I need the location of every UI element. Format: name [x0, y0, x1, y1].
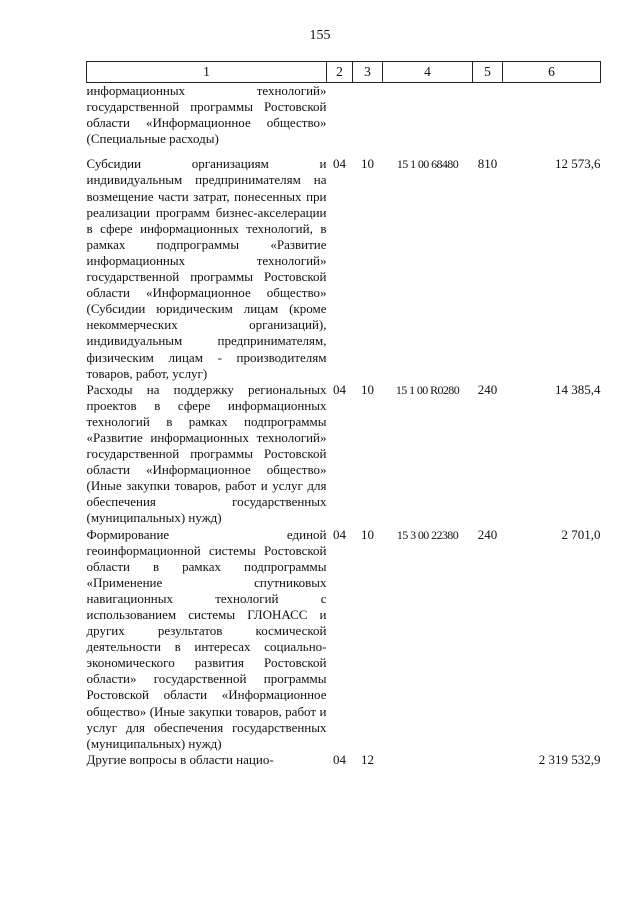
row-csr: 15 1 00 68480	[396, 157, 459, 172]
row-csr	[383, 83, 473, 157]
row-rz: 04	[333, 156, 346, 172]
row-rz	[327, 83, 353, 157]
table-row	[87, 83, 601, 157]
table-row	[87, 156, 601, 381]
row-name: Субсидии организациям и индивидуальным предпринимателям на возмещение части затрат, понесенных при реализации программ бизнес-акселерации в сфере информационных технологий, в рамках подпрограммы «Развитие информационных технологий» государственной программы Ростовской области «Информационное общество» (Субсидии юридическим лицам (кроме некоммерческих организаций), индивидуальным предпринимателям, физическим лицам - производителям товаров, работ, услуг)	[86, 156, 327, 381]
budget-table	[86, 61, 601, 768]
row-csr: 15 1 00 R0280	[395, 382, 460, 397]
row-sum: 12 573,6	[555, 156, 601, 172]
page-number: 155	[309, 28, 331, 43]
row-csr: 15 3 00 22380	[396, 527, 459, 542]
row-name: Расходы на поддержку региональных проектов в сфере информационных технологий в рамках подпрограммы «Развитие информационных технологий» государственной программы Ростовской области «Информационное общество» (Иные закупки товаров, работ и услуг для обеспечения государственных (муниципальных) нужд)	[86, 381, 327, 526]
row-name: Другие вопросы в области нацио-	[86, 751, 274, 767]
row-pr: 12	[361, 751, 374, 767]
row-name: Формирование единой геоинформационной системы Ростовской области в рамках подпрограммы «Применение спутниковых навигационных технологий с использованием системы ГЛОНАСС и других результатов космической деятельности в интересах социально-экономического развития Ростовской области» государственной программы Ростовской области «Информационное общество» (Иные закупки товаров, работ и услуг для обеспечения государственных (муниципальных) нужд)	[86, 526, 327, 751]
header-col-3: 3	[353, 62, 383, 83]
header-col-4: 4	[383, 62, 473, 83]
row-vr: 240	[477, 381, 498, 397]
row-pr	[353, 83, 383, 157]
row-vr	[473, 83, 503, 157]
header-col-5: 5	[473, 62, 503, 83]
row-sum: 2 319 532,9	[538, 751, 601, 767]
table-row	[87, 382, 601, 527]
row-rz: 04	[333, 526, 346, 542]
row-pr: 10	[361, 526, 374, 542]
row-pr: 10	[361, 156, 374, 172]
row-rz: 04	[333, 751, 346, 767]
row-pr: 10	[361, 381, 374, 397]
header-col-2: 2	[327, 62, 353, 83]
row-sum: 2 701,0	[561, 526, 601, 542]
row-csr	[383, 752, 473, 768]
header-col-1: 1	[87, 62, 327, 83]
row-sum	[503, 83, 601, 157]
row-rz: 04	[333, 381, 346, 397]
row-vr	[473, 752, 503, 768]
header-col-6: 6	[503, 62, 601, 83]
table-header-row	[87, 62, 601, 83]
row-sum: 14 385,4	[555, 381, 601, 397]
table-row	[87, 527, 601, 752]
row-vr: 240	[477, 526, 498, 542]
row-name: информационных технологий» государственной программы Ростовской области «Информационное общество» (Специальные расходы)	[86, 83, 327, 147]
table-row	[87, 752, 601, 768]
row-vr: 810	[477, 156, 498, 172]
